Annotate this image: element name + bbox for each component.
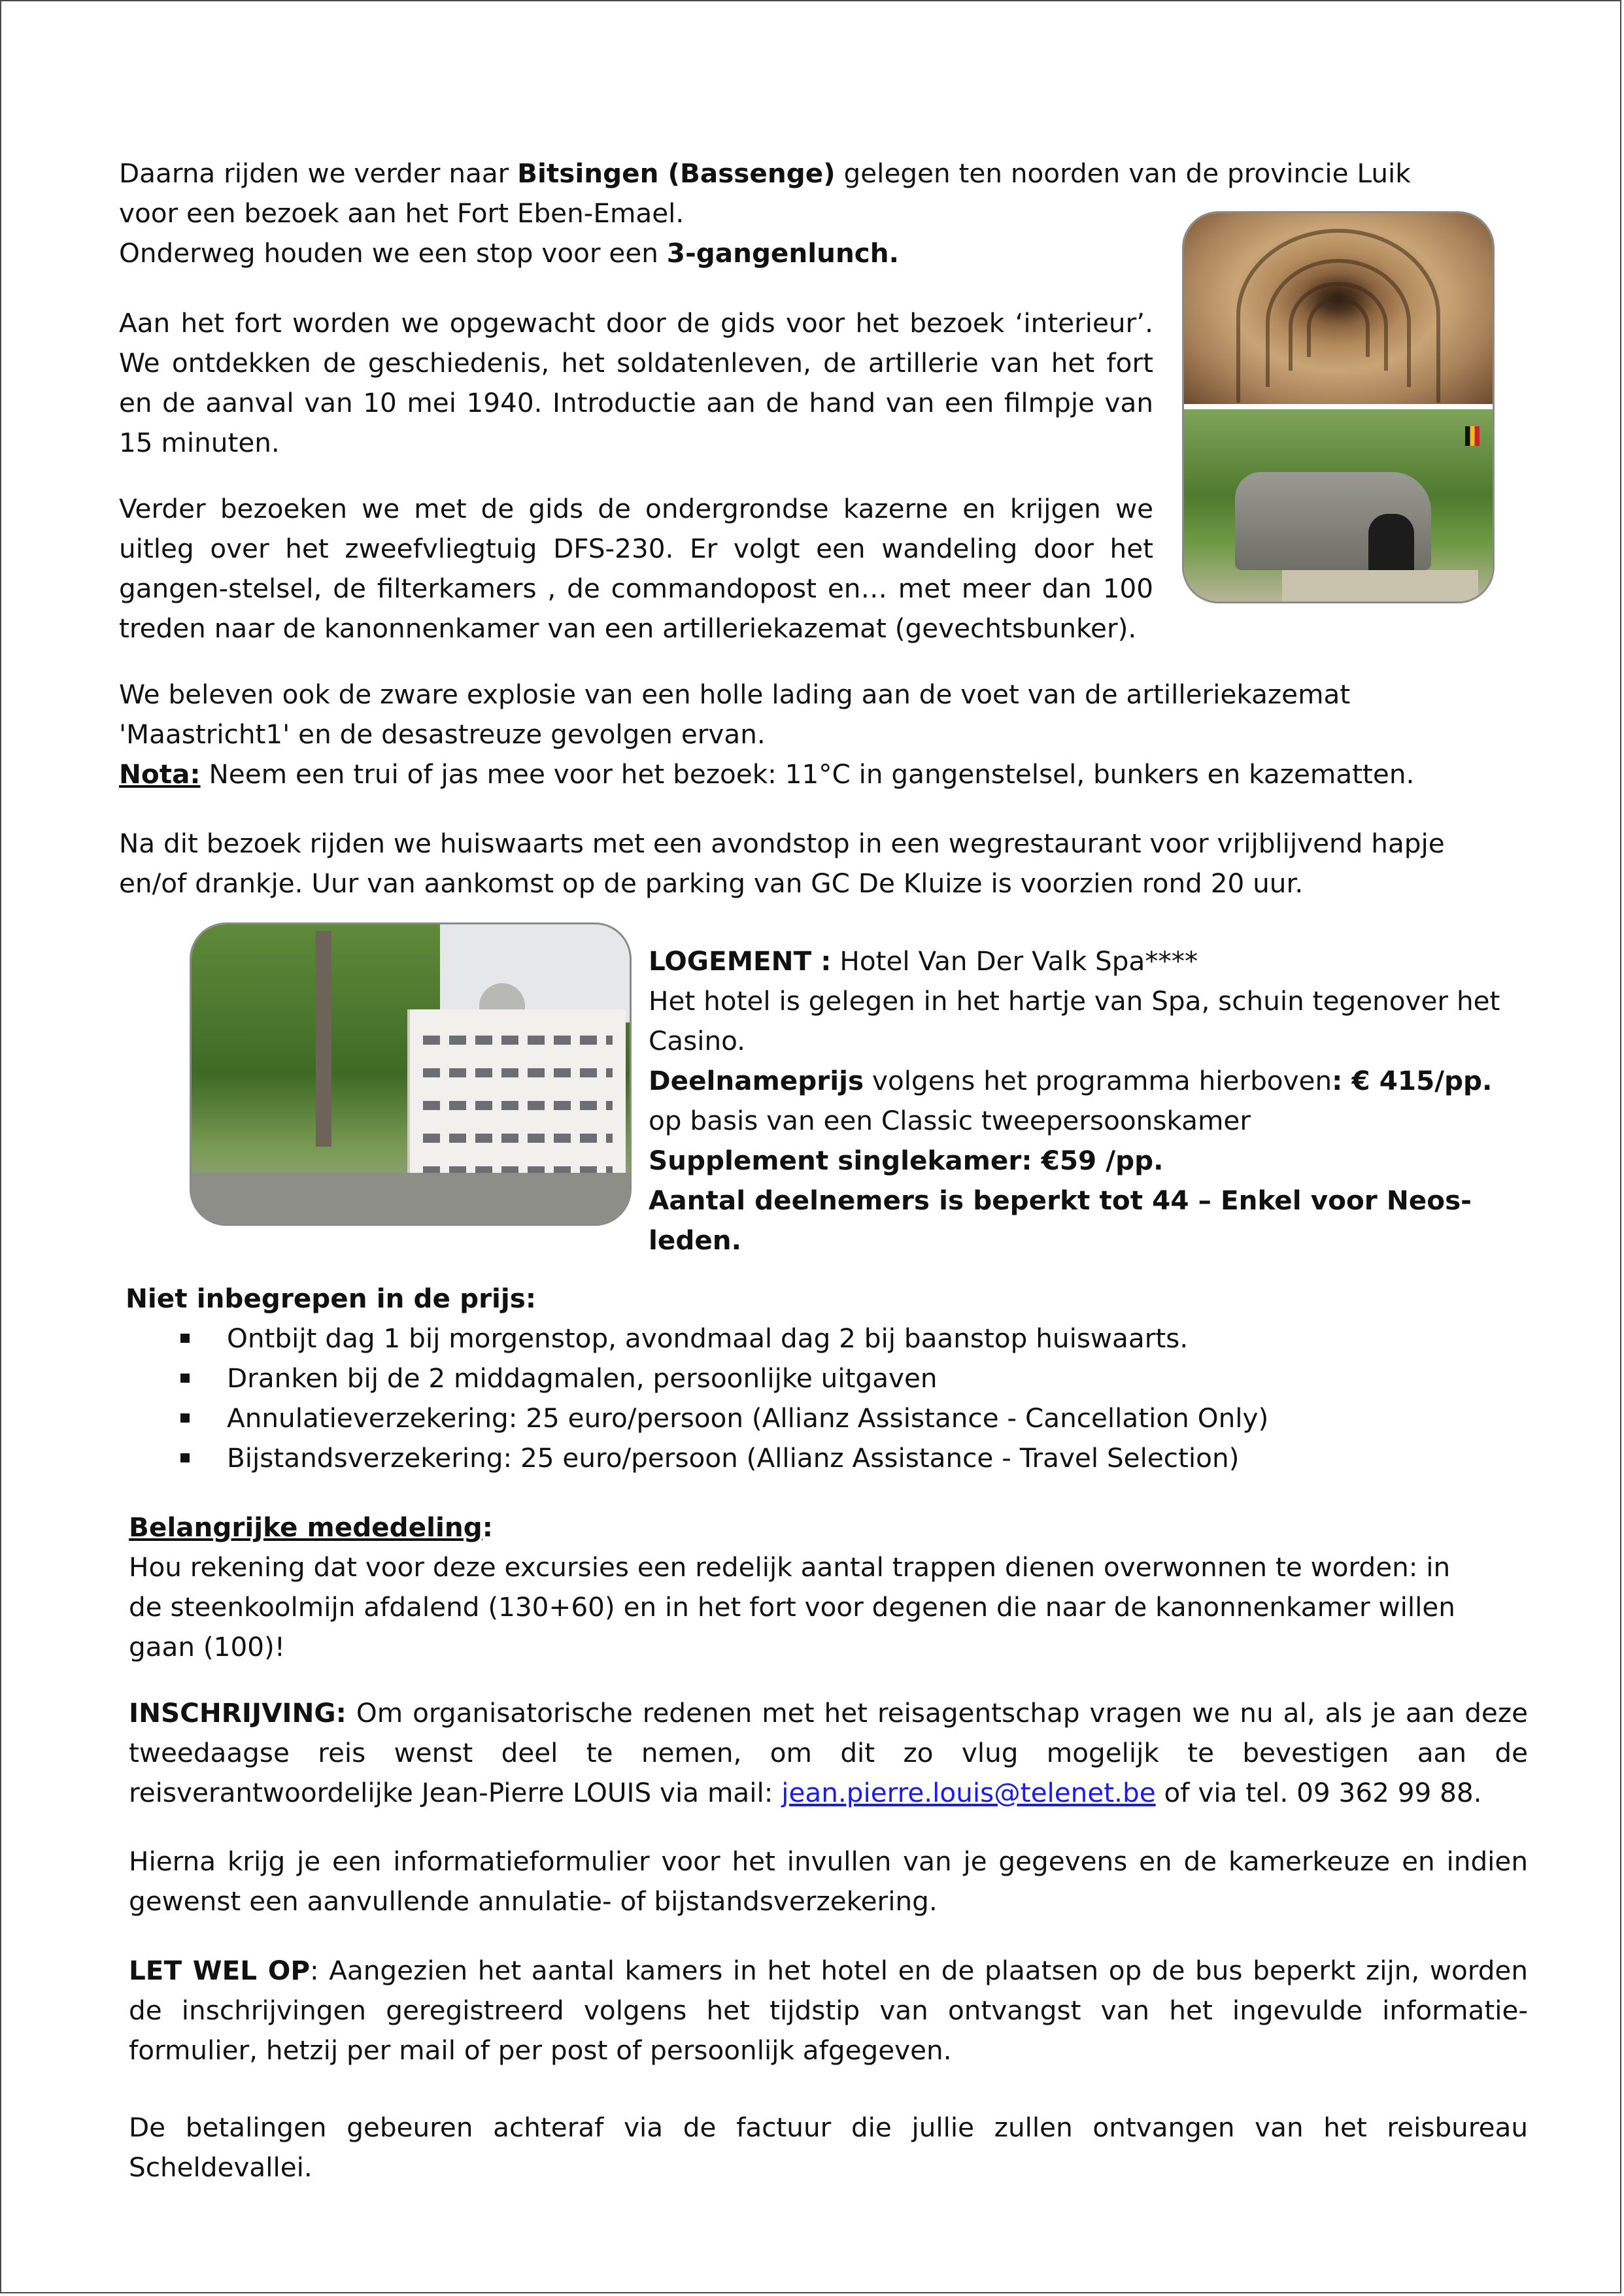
lunch-bold: 3-gangenlunch. bbox=[666, 237, 900, 269]
participant-limit: Aantal deelnemers is beperkt tot 44 – Enkel voor Neos-leden. bbox=[649, 1185, 1472, 1256]
list-item: Ontbijt dag 1 bij morgenstop, avondmaal dag 2 bij baanstop huiswaarts. bbox=[227, 1323, 1189, 1354]
single-supplement: Supplement singlekamer: €59 /pp. bbox=[649, 1145, 1164, 1176]
info-form-paragraph: Hierna krijg je een informatieformulier voor het invullen van je gegevens en de kamerkeuze en indien gewenst een aanvullende annulatie- of bijstandsverzekering. bbox=[129, 1846, 1528, 1917]
intro-text-1: Daarna rijden we verder naar bbox=[119, 158, 518, 189]
logement-label: LOGEMENT : bbox=[649, 945, 832, 977]
fort-entrance-photo bbox=[1184, 409, 1493, 601]
tunnel-photo bbox=[1184, 213, 1493, 404]
nota-text: Neem een trui of jas mee voor het bezoek: 11°C in gangenstelsel, bunkers en kazematten. bbox=[200, 758, 1415, 790]
registration-phone: of via tel. 09 362 99 88. bbox=[1155, 1777, 1482, 1808]
important-notice bbox=[129, 1508, 1482, 1667]
return-paragraph: Na dit bezoek rijden we huiswaarts met een avondstop in een wegrestaurant voor vrijblijvend hapje en/of drankje. Uur van aankomst op de parking van GC De Kluize is voorzien rond 20 uur. bbox=[119, 828, 1445, 899]
bullet-icon bbox=[180, 1453, 190, 1462]
price-value: : € 415/pp. bbox=[1332, 1065, 1493, 1096]
registration-label: INSCHRIJVING: bbox=[129, 1697, 347, 1729]
email-link[interactable]: jean.pierre.louis@telenet.be bbox=[781, 1777, 1156, 1808]
list-item: Bijstandsverzekering: 25 euro/persoon (Allianz Assistance - Travel Selection) bbox=[227, 1442, 1240, 1474]
hotel-location: Het hotel is gelegen in het hartje van Spa, schuin tegenover het Casino. bbox=[649, 985, 1500, 1056]
belgian-flag-icon bbox=[1465, 426, 1480, 446]
bullet-icon bbox=[180, 1413, 190, 1423]
explosion-text: We beleven ook de zware explosie van een holle lading aan de voet van de artilleriekazemat 'Maastricht1' en de desastreuze gevolgen ervan. bbox=[119, 679, 1351, 750]
fort-visit-paragraph: Aan het fort worden we opgewacht door de gids voor het bezoek ‘interieur’. We ontdekken de geschiedenis, het soldatenleven, de artillerie van het fort en de aanval van 10 mei 1940. Introductie aan de hand van een filmpje van 15 minuten. bbox=[119, 307, 1153, 458]
notice-heading: Belangrijke mededeling bbox=[129, 1511, 482, 1543]
nota-label: Nota: bbox=[119, 758, 201, 790]
price-text: volgens het programma hierboven bbox=[864, 1065, 1332, 1096]
exclusions-title bbox=[126, 1279, 1433, 1319]
hotel-name: Hotel Van Der Valk Spa**** bbox=[831, 945, 1198, 977]
intro-text-2: gelegen ten noorden van de provincie Luik voor een bezoek aan het Fort Eben-Emael. bbox=[119, 158, 1411, 229]
bullet-icon bbox=[180, 1334, 190, 1343]
list-item: Annulatieverzekering: 25 euro/persoon (Allianz Assistance - Cancellation Only) bbox=[227, 1402, 1269, 1434]
lunch-text: Onderweg houden we een stop voor een bbox=[119, 237, 667, 269]
attention-label: LET WEL OP bbox=[129, 1955, 310, 1986]
funicular-track bbox=[316, 931, 331, 1147]
exclusions-heading: Niet inbegrepen in de prijs: bbox=[126, 1283, 537, 1314]
list-item: Dranken bij de 2 middagmalen, persoonlijke uitgaven bbox=[227, 1362, 938, 1394]
attention-paragraph bbox=[129, 1951, 1528, 2070]
underground-paragraph: Verder bezoeken we met de gids de ondergrondse kazerne en krijgen we uitleg over het zweefvliegtuig DFS-230. Er volgt een wandeling door het gangen-stelsel, de filterkamers , de commandopost en… met meer dan 100 treden naar de kanonnenkamer van een artilleriekazemat (gevechtsbunker). bbox=[119, 493, 1153, 644]
bitsingen-bold: Bitsingen (Bassenge) bbox=[517, 158, 836, 189]
payment-paragraph: De betalingen gebeuren achteraf via de factuur die jullie zullen ontvangen van het reisbureau Scheldevallei. bbox=[129, 2112, 1528, 2183]
hotel-photo bbox=[190, 922, 632, 1226]
logement-block bbox=[649, 941, 1512, 1260]
registration-text: Om organisatorische redenen met het reisagentschap vragen we nu al, als je aan deze tweedaagse reis wenst deel te nemen, om dit zo vlug mogelijk te bevestigen aan de reisverantwoordelijke Jean-Pierre LOUIS via mail: bbox=[129, 1697, 1528, 1808]
notice-colon: : bbox=[482, 1511, 493, 1543]
room-basis: op basis van een Classic tweepersoonskamer bbox=[649, 1105, 1251, 1136]
bullet-icon bbox=[180, 1374, 190, 1383]
price-label: Deelnameprijs bbox=[649, 1065, 864, 1096]
notice-text: Hou rekening dat voor deze excursies een redelijk aantal trappen dienen overwonnen te worden: in de steenkoolmijn afdalend (130+60) en in het fort voor degenen die naar de kanonnenkamer willen gaan (100)! bbox=[129, 1551, 1455, 1663]
fort-photos bbox=[1182, 211, 1495, 603]
registration-paragraph bbox=[129, 1693, 1528, 1813]
explosion-paragraph bbox=[119, 675, 1505, 794]
attention-text: : Aangezien het aantal kamers in het hotel en de plaatsen op de bus beperkt zijn, worden de inschrijvingen geregistreerd volgens het tijdstip van ontvangst van het ingevulde informatie-formulier, hetzij per mail of per post of persoonlijk afgegeven. bbox=[129, 1955, 1528, 2066]
